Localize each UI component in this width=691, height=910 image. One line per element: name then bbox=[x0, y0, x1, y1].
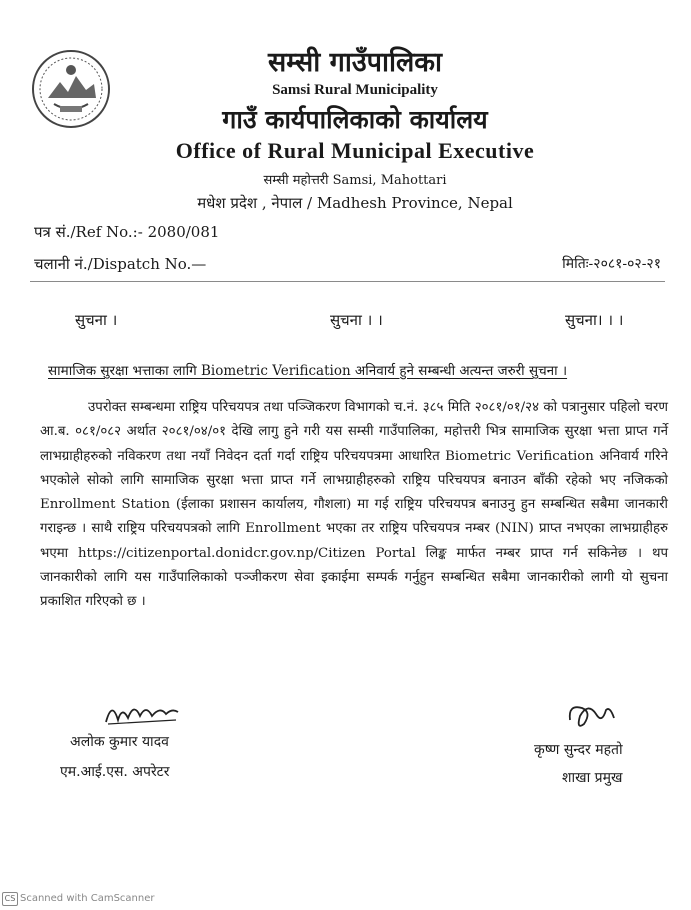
notice-subject: सामाजिक सुरक्षा भत्ताका लागि Biometric Verification अनिवार्य हुने सम्बन्धी अत्यन्त जरुरी सुचना । bbox=[48, 363, 568, 379]
notice-label-2: सुचना । । bbox=[330, 311, 383, 329]
office-province: मधेश प्रदेश , नेपाल / Madhesh Province, Nepal bbox=[197, 194, 513, 212]
signature-left-icon bbox=[102, 696, 182, 728]
office-name-en: Office of Rural Municipal Executive bbox=[175, 138, 535, 163]
office-address: सम्सी महोत्तरी Samsi, Mahottari bbox=[263, 173, 447, 188]
signatory-2-title: शाखा प्रमुख bbox=[562, 770, 623, 786]
reference-number: पत्र सं./Ref No.:- 2080/081 bbox=[34, 223, 220, 241]
notice-body: उपरोक्त सम्बन्धमा राष्ट्रिय परिचयपत्र तथा पञ्जिकरण विभागको च.नं. ३८५ मिति २०८१/०१/२४ को पत्रानुसार पहिलो चरण आ.ब. ०८१/०८२ अर्थात २०८१/०४/०१ देखि लागु हुने गरी यस सम्सी गाउँपालिका, महोत्तरी भित्र सामाजिक सुरक्षा भत्ता प्राप्त गर्ने लाभग्राहीहरुको नविकरण तथा नयाँ निवेदन दर्ता गर्दा राष्ट्रिय परिचयपत्रमा आधारित Biometric Verification अनिवार्य गरिने भएकोले सोको लागि सामाजिक सुरक्षा भत्ता प्राप्त गर्ने लाभग्राहीहरुको राष्ट्रिय परिचयपत्र बनाउन बाँकी रहेको भए नजिकको Enrollment Station (ईलाका प्रशासन कार्यालय, गौशला) मा गई राष्ट्रिय परिचयपत्र बनाउनु हुन सम्बन्धित सबैमा जानकारी गराइन्छ । साथै राष्ट्रिय परिचयपत्रको लागि Enrollment भएका तर राष्ट्रिय परिचयपत्र नम्बर (NIN) प्राप्त नभएका लाभग्राहीहरु भएमा https://citizenportal.donidcr.gov.np/Citizen Portal लिङ्क मार्फत नम्बर प्राप्त गर्न सकिनेछ । थप जानकारीको लागि यस गाउँपालिकाको पञ्जीकरण सेवा इकाईमा सम्पर्क गर्नुहुन सम्बन्धित सबैमा जानकारीको लागी यो सुचना प्रकाशित गरिएको छ । bbox=[40, 400, 668, 610]
signature-right-icon bbox=[562, 700, 622, 732]
signatory-1-title: एम.आई.एस. अपरेटर bbox=[60, 764, 170, 780]
letter-date: मितिः-२०८१-०२-२१ bbox=[562, 256, 661, 272]
header-divider bbox=[30, 281, 665, 282]
office-name-np: गाउँ कार्यपालिकाको कार्यालय bbox=[222, 105, 488, 134]
camscanner-logo-icon: CS bbox=[2, 892, 18, 906]
dispatch-number: चलानी नं./Dispatch No.— bbox=[34, 255, 207, 273]
scanner-watermark: Scanned with CamScanner bbox=[20, 893, 155, 904]
notice-label-1: सुचना । bbox=[75, 311, 118, 329]
municipality-name-np: सम्सी गाउँपालिका bbox=[267, 47, 443, 78]
signatory-1-name: अलोक कुमार यादव bbox=[70, 734, 169, 750]
nepal-emblem-icon bbox=[30, 48, 112, 130]
signatory-2-name: कृष्ण सुन्दर महतो bbox=[534, 742, 623, 758]
notice-label-3: सुचना। । । bbox=[565, 311, 624, 329]
municipality-name-en: Samsi Rural Municipality bbox=[272, 82, 438, 98]
